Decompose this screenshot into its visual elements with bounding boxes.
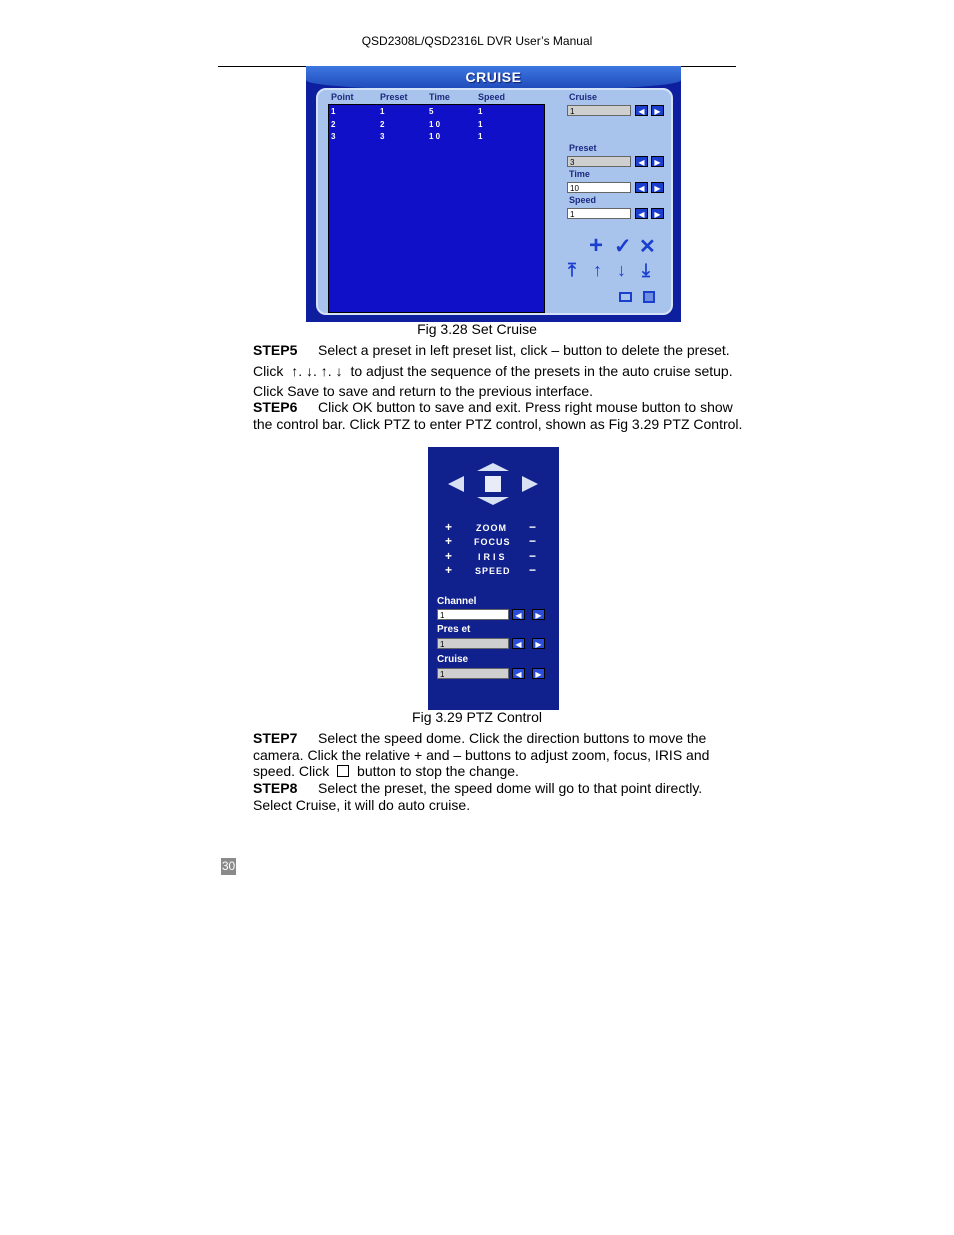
preset-select[interactable]: 3 <box>567 156 631 167</box>
time-label: Time <box>569 169 590 179</box>
x-icon[interactable]: ✕ <box>639 236 656 258</box>
step-label: STEP7 <box>253 730 298 746</box>
zoom-minus-button[interactable]: − <box>529 520 537 534</box>
table-cell[interactable]: 2 <box>380 120 385 129</box>
ptz-cruise-prev-button[interactable]: ◀ <box>512 668 525 679</box>
monitor-icon[interactable] <box>619 292 632 302</box>
iris-label: IRIS <box>478 552 508 562</box>
table-cell[interactable]: 3 <box>331 132 336 141</box>
figure-caption: Fig 3.29 PTZ Control <box>412 709 542 725</box>
move-up-icon[interactable]: ↑ <box>593 260 602 280</box>
ptz-preset-select[interactable]: 1 <box>437 638 509 649</box>
step-text: Click OK button to save and exit. Press right mouse button to show the control bar. Click PTZ to enter PTZ control, shown as Fig 3.29 PTZ Control. <box>253 399 743 432</box>
save-icon[interactable] <box>643 291 655 303</box>
step5-line3: Click Save to save and return to the previous interface. <box>253 383 594 399</box>
cruise-select[interactable]: 1 <box>567 105 631 116</box>
speed-minus-button[interactable]: − <box>529 563 537 577</box>
check-icon[interactable]: ✓ <box>614 235 632 258</box>
step8-paragraph <box>253 780 743 813</box>
step-text: button to stop the change. <box>357 763 519 779</box>
table-cell[interactable]: 2 <box>331 120 336 129</box>
preset-label: Preset <box>569 143 597 153</box>
focus-minus-button[interactable]: − <box>529 534 537 548</box>
speed-plus-button[interactable]: + <box>445 563 453 577</box>
step7-paragraph <box>253 730 743 780</box>
plus-icon[interactable]: + <box>589 232 604 259</box>
column-header-speed: Speed <box>478 92 506 102</box>
ptz-cruise-label: Cruise <box>437 654 469 665</box>
arrow-left-icon <box>448 476 464 492</box>
move-top-icon[interactable]: ⤒ <box>568 260 576 280</box>
step-text: Click <box>253 363 284 379</box>
move-bottom-icon[interactable]: ⤓ <box>642 260 650 280</box>
preset-next-button[interactable]: ▶ <box>651 156 664 167</box>
table-cell[interactable]: 1 <box>331 107 336 116</box>
channel-field[interactable]: 1 <box>437 609 509 620</box>
step-label: STEP8 <box>253 780 298 796</box>
step5-line2 <box>253 363 743 380</box>
ptz-preset-next-button[interactable]: ▶ <box>532 638 545 649</box>
channel-prev-button[interactable]: ◀ <box>512 609 525 620</box>
cruise-window <box>306 66 681 322</box>
speed-label: SPEED <box>475 566 511 576</box>
iris-plus-button[interactable]: + <box>445 549 453 563</box>
arrow-icons: ↑. ↓. ↑. ↓ <box>291 363 343 379</box>
speed-field[interactable]: 1 <box>567 208 631 219</box>
table-cell[interactable]: 5 <box>429 107 434 116</box>
arrow-down-icon <box>477 497 509 505</box>
cruise-next-button[interactable]: ▶ <box>651 105 664 116</box>
channel-label: Channel <box>437 596 477 607</box>
arrow-right-icon <box>522 476 538 492</box>
focus-plus-button[interactable]: + <box>445 534 453 548</box>
table-cell[interactable]: 1 <box>478 120 483 129</box>
zoom-label: ZOOM <box>476 523 507 533</box>
ptz-cruise-select[interactable]: 1 <box>437 668 509 679</box>
move-down-icon[interactable]: ↓ <box>617 260 626 280</box>
cruise-label: Cruise <box>569 92 598 102</box>
step-text: Select the preset, the speed dome will go to that point directly. Select Cruise, it will do auto cruise. <box>253 780 703 813</box>
ptz-cruise-next-button[interactable]: ▶ <box>532 668 545 679</box>
ptz-preset-label: Pres et <box>437 624 471 635</box>
step-label: STEP6 <box>253 399 298 415</box>
channel-next-button[interactable]: ▶ <box>532 609 545 620</box>
page-number: 30 <box>221 859 236 873</box>
time-next-button[interactable]: ▶ <box>651 182 664 193</box>
speed-label: Speed <box>569 195 597 205</box>
zoom-plus-button[interactable]: + <box>445 520 453 534</box>
step-text: to adjust the sequence of the presets in the auto cruise setup. <box>350 363 733 379</box>
speed-next-button[interactable]: ▶ <box>651 208 664 219</box>
time-field[interactable]: 10 <box>567 182 631 193</box>
ptz-preset-prev-button[interactable]: ◀ <box>512 638 525 649</box>
stop-icon <box>485 476 501 492</box>
table-cell[interactable]: 3 <box>380 132 385 141</box>
time-prev-button[interactable]: ◀ <box>635 182 648 193</box>
table-cell[interactable]: 1 <box>380 107 385 116</box>
table-cell[interactable]: 1 <box>478 107 483 116</box>
step-label: STEP5 <box>253 342 298 358</box>
column-header-time: Time <box>429 92 450 102</box>
step-text: Select a preset in left preset list, click – button to delete the preset. <box>318 342 730 358</box>
cruise-prev-button[interactable]: ◀ <box>635 105 648 116</box>
speed-prev-button[interactable]: ◀ <box>635 208 648 219</box>
figure-caption: Fig 3.28 Set Cruise <box>417 321 537 337</box>
arrow-up-icon <box>477 463 509 471</box>
iris-minus-button[interactable]: − <box>529 549 537 563</box>
step6-paragraph <box>253 399 743 432</box>
step-text: Select the speed dome. Click the direction buttons to move the camera. Click the relative + and – buttons to adjust zoom, focus, IRIS and speed. Click <box>253 730 710 779</box>
step5-paragraph <box>253 342 743 359</box>
table-cell[interactable]: 1 <box>478 132 483 141</box>
ptz-control-panel <box>428 447 559 710</box>
table-cell[interactable]: 1 0 <box>429 120 441 129</box>
cruise-title: CRUISE <box>465 69 522 85</box>
focus-label: FOCUS <box>474 537 511 547</box>
preset-prev-button[interactable]: ◀ <box>635 156 648 167</box>
column-header-preset: Preset <box>380 92 408 102</box>
column-header-point: Point <box>331 92 354 102</box>
stop-square-icon <box>337 765 349 777</box>
direction-pad <box>428 459 559 529</box>
table-cell[interactable]: 1 0 <box>429 132 441 141</box>
page-header: QSD2308L/QSD2316L DVR User’s Manual <box>361 34 593 48</box>
